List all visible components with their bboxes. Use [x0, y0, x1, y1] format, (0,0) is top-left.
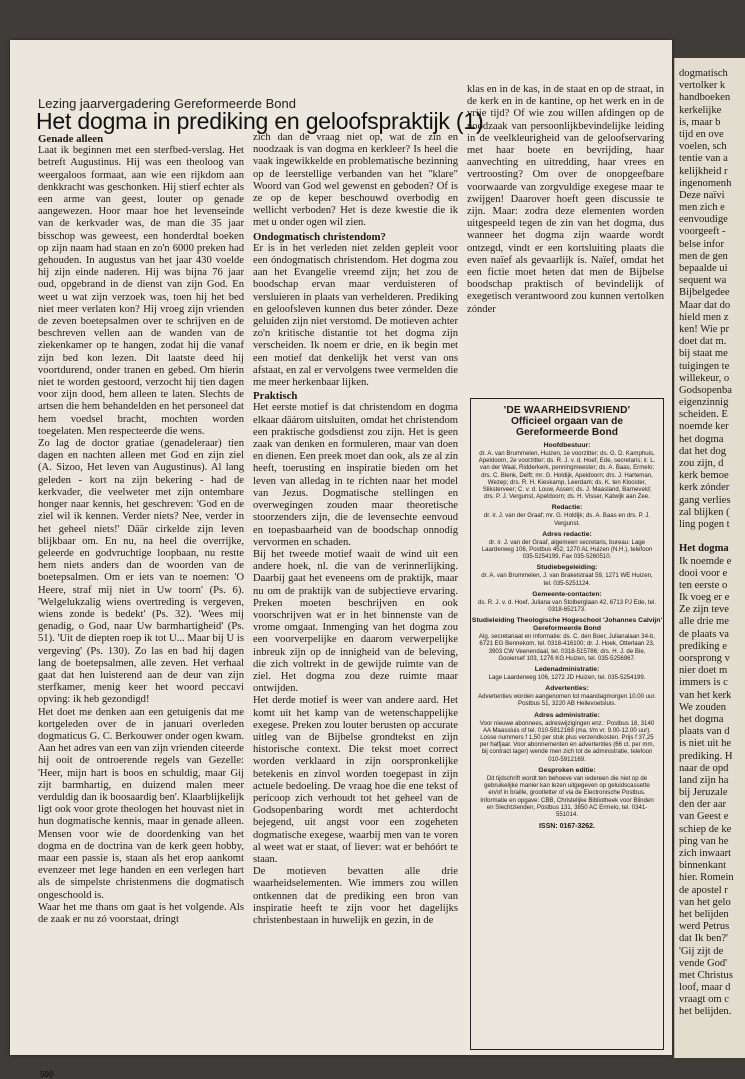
colophon-section-title: Studiebegeleiding:: [536, 564, 598, 572]
colophon-section-body: Advertenties worden aangenomen tot maandagmorgen 10.00 uur. Postbus 51, 3220 AB Hellevoetsluis.: [478, 693, 656, 708]
next-page-line: zich inwaart: [679, 848, 732, 859]
next-page-line: het dogma: [679, 433, 724, 445]
next-page-line: van het kerk: [679, 689, 732, 701]
colophon-section-title: Adres redactie:: [542, 530, 592, 538]
paragraph: Het derde motief is weer van andere aard. Het komt uit het kamp van de wetenschappelijke exegese. Preken zou louter berusten op accurate uitleg van de Bijbelse grondtekst en zijn historische context. Die tekst moet correct worden verklaard in zijn oorspronkelijke betekenis en zinvol worden toegepast in zijn actuele bedoeling. De vraag hoe die ene tekst of pericoop zich verhoudt tot het geheel van de Godsopenbaring wordt met achterdocht bejegend, uit angst voor een zogeheten dogmatische exegese, waarbij men van te voren al weet wat er staat, of liever: wat er behóórt te staan.: [253, 695, 458, 865]
next-page-line: alle drie me: [679, 616, 729, 628]
colophon-section: [471, 617, 663, 662]
next-page-line: schiep de ke: [679, 823, 732, 835]
colophon-section-body: ds. R. J. v. d. Hoef, Juliana van Stolberglaan 42, 6713 PJ Ede, tel. 0318-652173.: [477, 598, 657, 614]
colophon-section-title: Hoofdbestuur:: [543, 442, 591, 449]
article-kicker: Lezing jaarvergadering Gereformeerde Bond: [38, 96, 296, 111]
next-page-line: men de gen: [679, 250, 728, 262]
magazine-page-right-fragment: [674, 58, 745, 1058]
colophon-heading: 'DE WAARHEIDSVRIEND': [503, 405, 631, 416]
next-page-line: noemde ker: [679, 421, 729, 433]
text-column-1: [38, 132, 244, 1067]
text-column-3: [467, 84, 664, 392]
colophon-section-title: Advertenties:: [545, 685, 589, 693]
paragraph: zich dan de vraag niet op, wat de zin en noodzaak is van dogma en kerkleer? Is heel die vaak ingewikkelde en problematische bezinning op de leerstellige verbanden van het "klare" Woord van God wel gewenst en geboden? Of is ze op de keper beschouwd overbodig en wellicht verboden? Het is deze kwestie die ik met u onder ogen wil zien.: [253, 132, 458, 229]
next-page-line: hield men z: [679, 311, 729, 323]
next-page-line: het belijden.: [679, 1006, 732, 1018]
paragraph: Het eerste motief is dat christendom en dogma elkaar däárom uitsluiten, omdat het christendom een praktische godsdienst zou zijn. Het is geen zaak van denken en formuleren, maar van doen en dienen. Een preek moet dan ook, als ze al zin heeft, toerusting en inspiratie bieden om het leven van alledag in te richten naar het model van Jezus. Dogmatische stellingen en overwegingen zouden maar theoretische stoorzenders zijn, die de levensechte eenvoud en toepasbaarheid van de boodschap onnodig vervormen en schaden.: [253, 402, 458, 548]
colophon-section: [471, 591, 663, 613]
next-page-line: kerk bemoe: [679, 470, 729, 482]
next-page-line: Deze naïvi: [679, 189, 725, 201]
next-page-line: tijd en ove: [679, 128, 724, 140]
next-page-line: kelijkheid r: [679, 165, 728, 177]
colophon-section: [471, 685, 663, 707]
next-page-line: de apostel r: [679, 884, 728, 896]
next-page-line: eigenzinnig: [679, 397, 729, 409]
next-page-line: naar de opd: [679, 762, 729, 774]
next-page-line: dat het dog: [679, 445, 727, 457]
colophon-section: [471, 531, 663, 561]
magazine-page-left: [10, 40, 672, 1079]
next-page-line: eenvoudige: [679, 214, 728, 226]
next-page-line: kerk zónder: [679, 482, 730, 494]
section-heading: Praktisch: [253, 390, 298, 403]
colophon-section: [471, 504, 663, 526]
next-page-line: het belijden: [679, 908, 729, 920]
section-heading: Genade alleen: [38, 133, 104, 145]
colophon-section-title: Redactie:: [551, 504, 583, 512]
next-page-line: vraagt om c: [679, 994, 730, 1006]
colophon-section: [471, 712, 663, 763]
colophon-section-body: Lage Laarderweg 106, 1272 JD Huizen, tel. 035-5254199.: [488, 674, 646, 682]
next-page-line: doet dat m.: [679, 336, 727, 348]
next-page-line: Maar dat do: [679, 299, 731, 311]
next-page-line: nier doet m: [679, 665, 728, 677]
next-page-line: plaats van d: [679, 726, 730, 738]
colophon-section: [471, 564, 663, 586]
next-page-line: werd Petrus: [679, 921, 730, 933]
next-page-line: belse infor: [679, 238, 725, 250]
colophon-section-body: dr. ir. J. van der Graaf; mr. G. Holdijk; ds. A. Baas en drs. P. J. Vergunst.: [483, 512, 651, 527]
paragraph: Zo lag de doctor gratiae (genadeleraar) tien dagen en nachten alleen met God en zijn ziel (A. Sizoo, Het leven van Augustinus). Al lang geleden - kort na zijn bekering - had de kerkvader, die veelweter met zijn ontembare honger naar kennis, het geschreven: 'God en de ziel wil ik kennen. Verder niets? Nee, verder in het geheel niets!' Däär cirkelde zijn leven blijkbaar om. En nu, na heel die overrijke, geleerde en godvruchtige loopbaan, nu restte hem niets anders dan de woorden van de boetepsalmen. Om er iets van te noemen: 'O Heere, straf mij niet in Uw toorn' (Ps. 6). 'Welgelukzalig wiens overtreding is vergeven, wiens zonde is bedekt' (Ps. 32). 'Wees mij genadig, o God, naar Uw barmhartigheid' (Ps. 51). 'Uit de diepten roep ik tot U... Maar bij U is vergeving' (Ps. 130). Zo las en bad hij dagen lang de boetepsalmen, alle zeven. Het verhaal gaat dat hen luisterend aan de deur van zijn sterfkamer, menig keer het woord peccavi opving: ik heb gezondigd!: [38, 438, 244, 706]
next-page-line: Ze zijn teve: [679, 604, 729, 616]
next-page-line: ken! Wie pr: [679, 323, 729, 335]
colophon-subheading: Officieel orgaan van de Gereformeerde Bond: [510, 416, 624, 438]
next-page-line: dat Ik ben?': [679, 933, 728, 945]
paragraph: Waar het me thans om gaat is het volgende. Als de zaak er nu zó voorstaat, dringt: [38, 901, 244, 925]
next-page-line: ten eerste o: [679, 579, 728, 591]
next-page-line: kerkelijke: [679, 104, 722, 116]
paragraph: Het doet me denken aan een getuigenis dat me kortgeleden over de in januari overleden dogmaticus G. C. Berkouwer onder ogen kwam. Aan het adres van een van zijn vrienden citeerde hij ooit de ontroerende regels van Gezelle: 'Heer, mijn hart is boos en schuldig, maar Gij zijt barmhartig, en duizend malen meer verduldig dan ik boosaardig ben'. Klaarblijkelijk ligt ook voor grote theologen het houvast niet in hun dogmatische kennis, maar in genade alleen. Mensen voor wie de doordenking van het dogma en de doctrina van de kerk geen hobby, maar een passie is, staan als het erop aankomt evenzeer met lege handen en een verlegen hart als de simpelste christenmens die dogmatisch ongeschoold is.: [38, 706, 244, 901]
next-page-line: gang verlies: [679, 494, 731, 506]
paragraph: klas en in de kas, in de staat en op de straat, in de kerk en in de kantine, op het werk en in de vrije tijd? Of wie zou willen afdingen op de noodzaak van persoonlijkbevindelijke leiding in de veelkleurigheid van de geloofservaring met haar boete en bevrijding, haar aanvechting en uitredding, haar vrees en vertroosting? Om over de onopgeefbare voorwaarde van zorgvuldige exegese maar te zwijgen! Daarover hoeft geen discussie te zijn. Maar: zodra deze elementen worden uitgespeeld tegen de zin van het dogma, dus wanneer het dogma zijn waarde wordt ontzegd, vindt er een kortsluiting plaats die even naïef als gevaarlijk is. Naïef, omdat het een fictie moet heten dat men de Bijbelse boodschap praktisch of bevindelijk of exegetisch verantwoord zou kunnen vertolken zónder: [467, 84, 664, 315]
next-page-column: [679, 68, 745, 1019]
colophon-section-title: Gesproken editie:: [538, 766, 596, 774]
next-page-line: men zich e: [679, 202, 725, 214]
next-page-line: immers is c: [679, 677, 728, 689]
next-page-line: tuigingen te: [679, 360, 730, 372]
next-page-line: sequent wa: [679, 275, 727, 287]
colophon-section-body: Alg. secretariaat en informatie: ds. C. den Boer, Julianalaan 34-b, 6721 EG Bennekom, tel. 0318-416100; dr. J. Hoek, Otterlaan 23, 3903 CW Veenendaal, tel. 0318-515786; drs. H. J. de Bie, Gooiersef 103, 1276 KG Huizen, tel. 035-5256967.: [478, 633, 656, 662]
next-page-line: met Christus: [679, 969, 733, 981]
next-page-line: ping van he: [679, 835, 729, 847]
colophon-section: [471, 767, 663, 818]
next-page-line: [679, 531, 745, 543]
next-page-line: We zouden: [679, 701, 727, 713]
colophon-section-body: dr. ir. J. van der Graaf, algemeen secretaris, bureau: Lage Laarderweg 106, Postbus 452, 1270 AL Huizen (N.H.), telefoon 035-5254199, Fax 035-5260510.: [481, 538, 653, 561]
page-number: 500: [40, 1070, 54, 1079]
colophon-section-body: dr. A. van Brummelen, Huizen, 1e voorzitter; ds. G. D. Kamphuis, Apeldoorn, 2e voorzitter; ds. R. J. v. d. Hoef, Ede, secretaris; ir. L. van der Waal, Ridderkerk, penningmeester; ds. A. Baas, Ermelo; drs. C. Blenk, Delft; mr. G. Holdijk, Apeldoorn; drs. J. Harteman, Wezep; drs. R. H. Kieskamp, Leerdam; ds. K. ten Klooster, Sliksterveer; C. v. d. Louw, Assen; ds. J. Maasland, Barneveld; drs. P. J. Vergunst, Apeldoorn; ds. H. Visser, Katwijk aan Zee.: [478, 450, 656, 501]
colophon-section: [471, 666, 663, 681]
next-page-line: handboeken: [679, 92, 731, 104]
next-page-line: Ik voeg er e: [679, 592, 730, 604]
next-page-line: vertolker k: [679, 80, 726, 92]
article-title: Het dogma in prediking en geloofspraktijk (1): [36, 108, 484, 134]
next-page-line: bepaalde ui: [679, 263, 728, 274]
next-page-line: zou zijn, d: [679, 458, 724, 469]
next-page-line: prediking. H: [679, 750, 733, 762]
next-page-line: dogmatisch: [679, 68, 728, 79]
paragraph: De motieven bevatten alle drie waarheidselementen. Wie immers zou willen ontkennen dat de prediking een bron van inspiratie heeft te zijn voor het dagelijks christenbestaan in huwelijk en gezin, in de: [253, 866, 458, 926]
next-page-line: willekeur, o: [679, 372, 730, 384]
next-page-line: de plaats va: [679, 628, 730, 640]
next-page-line: dooi voor e: [679, 567, 728, 579]
paragraph: Laat ik beginnen met een sterfbed-verslag. Het betreft Augustinus. Hij was een theoloog van weergaloos formaat, aan wie een rijkdom aan denkkracht was geschonken. Hij stierf echter als een arme van geest, louter op genade aangewezen. Hoor maar hoe het levenseinde van de kerkvader was, de man die 35 jaar bisschop was geweest, een honderdtal boeken op zijn naam had staan en zo'n 6000 preken had gehouden. In augustus van het jaar 430 voelde hij zijn einde naderen. Hij was bijna 76 jaar oud, opgebrand in de dienst van zijn God. En weet u wat zijn verzoek was, toen hij het bed niet meer verlaten kon? Hij vroeg zijn vrienden de zeven boetepsalmen over te schrijven en de beschreven vellen aan de wanden van de ziekenkamer op te hangen, zodat hij die vanaf zijn bed kon lezen. Dit laatste deed hij voortdurend, onder tranen en gebed. Om hierin niet te worden gestoord, verzocht hij tien dagen voor zijn dood, hem alleen te laten. Slechts de artsen die hem behandelden en het personeel dat hem voedsel bracht, mochten worden toegelaten. Men respecteerde die wens.: [38, 145, 244, 437]
next-page-line: den der aar: [679, 799, 727, 811]
colophon-section-title: Adres administratie:: [534, 711, 600, 719]
next-page-line: het dogma: [679, 713, 724, 725]
next-page-line: loof, maar d: [679, 982, 731, 994]
colophon-section-body: Voor nieuwe abonnees, adreswijzigingen enz.: Postbus 18, 3140 AA Maassluis of tel. 010-5912169 (ma. t/m vr. 9.00-12.00 uur). Losse nummers f 1,50 per stuk plus verzendkosten. Prijs f 37,25 per halfjaar. Voor abonnementen en advertenties (66 ct. per mm, bij contract lager) wende men zich tot de administratie, telefoon 010-5912169.: [479, 719, 655, 763]
colophon-box: [470, 398, 664, 1050]
colophon-section-title: Studieleiding Theologische Hogeschool 'Johannes Calvijn' Gereformeerde Bond: [471, 617, 663, 633]
next-page-line: prediking e: [679, 640, 727, 652]
colophon-section-body: dr. A. van Brummelen, J. van Brakelstraat 59, 1271 WE Huizen, tel. 035-5251124.: [481, 572, 653, 587]
next-page-line: scheiden. E: [679, 409, 728, 421]
colophon-section-title: Ledenadministratie:: [534, 666, 600, 674]
next-page-line: voorgeeft -: [679, 226, 726, 238]
next-page-line: zal blijken (: [679, 506, 730, 518]
next-page-line: van het gelo: [679, 896, 731, 908]
next-page-line: hier. Romein: [679, 872, 734, 884]
text-column-2: [253, 132, 458, 926]
next-page-line: Ik noemde e: [679, 555, 732, 567]
next-page-line: 'Gij zijt de: [679, 945, 724, 957]
issn-number: ISSN: 0167-3262.: [538, 823, 596, 831]
next-page-line: bij staat me: [679, 348, 728, 360]
paragraph: Bij het tweede motief waait de wind uit een andere hoek, nl. die van de verinnerlijking. Daarbij gaat het eveneens om de praktijk, maar nu om de praktijk van de subjectieve ervaring. Preken moeten beschrijven en ook voorschrijven wat er in het binnenste van de vrome omgaat. Inmenging van het dogma zou een voorverpelijke en daarom verwerpelijke inbreuk zijn op de innigheid van de beleving, die zich voltrekt in de gewijde ruimte van de ziel. Het dogma zou deze ruimte maar ontwijden.: [253, 548, 458, 695]
next-page-line: ingenomenh: [679, 177, 732, 189]
colophon-section-body: Dit tijdschrift wordt ten behoeve van iedereen die niet op de gebruikelijke manier kan lezen uitgegeven op geluidscassette en/of in braille, grootletter of via de Electronische Postbus. Informatie en opgave: CBB, Christelijke Bibliotheek voor Blinden en Slechtzienden, Postbus 131, 3850 AC Ermelo, tel. 0341-551014.: [480, 774, 654, 818]
next-page-line: land zijn ha: [679, 774, 729, 786]
next-page-line: ling pogen t: [679, 518, 730, 530]
paragraph: Er is in het verleden niet zelden gepleit voor een óndogmatisch christendom. Het dogma zou aan het Evangelie vreemd zijn; het zou de boodschap ervan maar verduisteren of versluieren in plaats van verhelderen. Prediking en geloofsleven kunnen dus beter zónder. Deze geluiden zijn niet verstomd. De motieven achter zo'n kritische distantie tot het dogma zijn verscheiden. Ik noem er drie, en ik begin met een motief dat denkelijk het verst van ons afstaat, en zal er vervolgens twee vermelden die me meer herkenbaar lijken.: [253, 242, 458, 389]
next-page-line: Godsopenba: [679, 384, 732, 396]
next-page-line: tentie van a: [679, 153, 728, 165]
colophon-sections: [471, 442, 663, 818]
section-heading: Ondogmatisch christendom?: [253, 230, 386, 243]
next-page-line: vende God': [679, 957, 728, 969]
next-page-line: is, maar b: [679, 116, 721, 128]
next-page-line: van Geest e: [679, 811, 729, 823]
next-page-line: voelen, sch: [679, 141, 727, 153]
next-page-line: oorsprong v: [679, 653, 730, 664]
next-page-line: bij Jeruzale: [679, 787, 728, 799]
next-page-line: Het dogma: [679, 543, 729, 555]
colophon-section: [471, 442, 663, 500]
next-page-line: binnenkant: [679, 860, 727, 872]
next-page-line: Bijbelgedee: [679, 287, 730, 299]
next-page-line: is niet uit he: [679, 738, 732, 750]
colophon-section-title: Gemeente-contacten:: [532, 590, 602, 598]
